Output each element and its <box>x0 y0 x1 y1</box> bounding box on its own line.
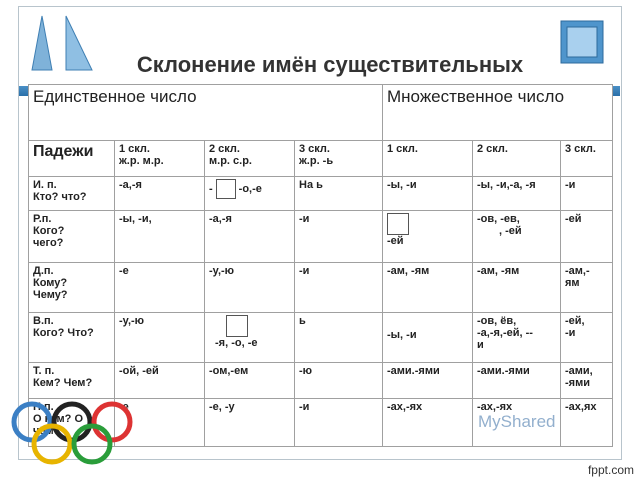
table-row <box>29 313 613 363</box>
ending-cell: -ам,- ям <box>561 263 613 313</box>
ending-cell: -у,-ю <box>205 263 295 313</box>
ending-cell: -и <box>561 177 613 211</box>
ending-cell: -ей <box>561 211 613 263</box>
ending-cell: - -о,-е <box>205 177 295 211</box>
page-title: Склонение имён существительных <box>136 52 524 77</box>
ending-cell: -ов, ёв, -а,-я,-ей, -- и <box>473 313 561 363</box>
ending-cell: -ы, -и <box>383 177 473 211</box>
ending-cell: ь <box>295 313 383 363</box>
olympic-rings-icon <box>10 400 160 472</box>
ending-cell: -ей, -и <box>561 313 613 363</box>
ending-cell: На ь <box>295 177 383 211</box>
ending-cell: -и <box>295 263 383 313</box>
table-row <box>29 363 613 399</box>
blank-box <box>226 315 248 337</box>
ending-cell: -ой, -ей <box>115 363 205 399</box>
ending-cell: -ами.-ями <box>383 363 473 399</box>
pl1-header: 1 скл. <box>383 141 473 177</box>
table-row <box>29 263 613 313</box>
ending-cell: -ах,ях <box>561 399 613 447</box>
ending-cell: -ами, -ями <box>561 363 613 399</box>
ending-cell: -ами.-ями <box>473 363 561 399</box>
header-row-number <box>29 85 613 141</box>
ending-cell: -а,-я <box>115 177 205 211</box>
ending-cell: -я, -о, -е <box>205 313 295 363</box>
case-cell: И. п. Кто? что? <box>29 177 115 211</box>
ending-cell: -ю <box>295 363 383 399</box>
ending-cell: -е, -у <box>205 399 295 447</box>
ending-cell: -ах,-ях <box>473 399 561 447</box>
singular-header: Единственное число <box>29 85 383 141</box>
case-cell: Д.п. Кому? Чему? <box>29 263 115 313</box>
header-row-declension <box>29 141 613 177</box>
table-row <box>29 211 613 263</box>
table-row <box>29 177 613 211</box>
ending-cell: -е <box>115 399 205 447</box>
sg3-header: 3 скл. ж.р. -ь <box>295 141 383 177</box>
watermark: MyShared <box>478 412 556 431</box>
case-cell: В.п. Кого? Что? <box>29 313 115 363</box>
pl3-header: 3 скл. <box>561 141 613 177</box>
ending-cell: -а,-я <box>205 211 295 263</box>
sg2-header: 2 скл. м.р. с.р. <box>205 141 295 177</box>
ending-cell: -ы, -и, <box>115 211 205 263</box>
ending-cell: -ах,-ях <box>383 399 473 447</box>
ending-cell: -у,-ю <box>115 313 205 363</box>
case-cell: Т. п. Кем? Чем? <box>29 363 115 399</box>
ending-cell: -и <box>295 399 383 447</box>
cases-header: Падежи <box>29 141 115 177</box>
pl2-header: 2 скл. <box>473 141 561 177</box>
ending-cell: -ам, -ям <box>473 263 561 313</box>
case-cell: Р.п. Кого? чего? <box>29 211 115 263</box>
blank-box <box>387 213 409 235</box>
ending-cell: -и <box>295 211 383 263</box>
sg1-header: 1 скл. ж.р. м.р. <box>115 141 205 177</box>
declension-table <box>28 84 613 447</box>
case-cell: П.п. О ком? О чём? <box>29 399 115 447</box>
ending-cell: -ам, -ям <box>383 263 473 313</box>
blank-box <box>216 179 236 199</box>
footer-credit: fppt.com <box>587 463 634 477</box>
ending-cell: -е <box>115 263 205 313</box>
ending-cell: -ом,-ем <box>205 363 295 399</box>
ending-cell: -ы, -и,-а, -я <box>473 177 561 211</box>
ending-cell: -ов, -ев, , -ей <box>473 211 561 263</box>
plural-header: Множественное число <box>383 85 613 141</box>
ending-cell: -ей <box>383 211 473 263</box>
ending-cell: -ы, -и <box>383 313 473 363</box>
